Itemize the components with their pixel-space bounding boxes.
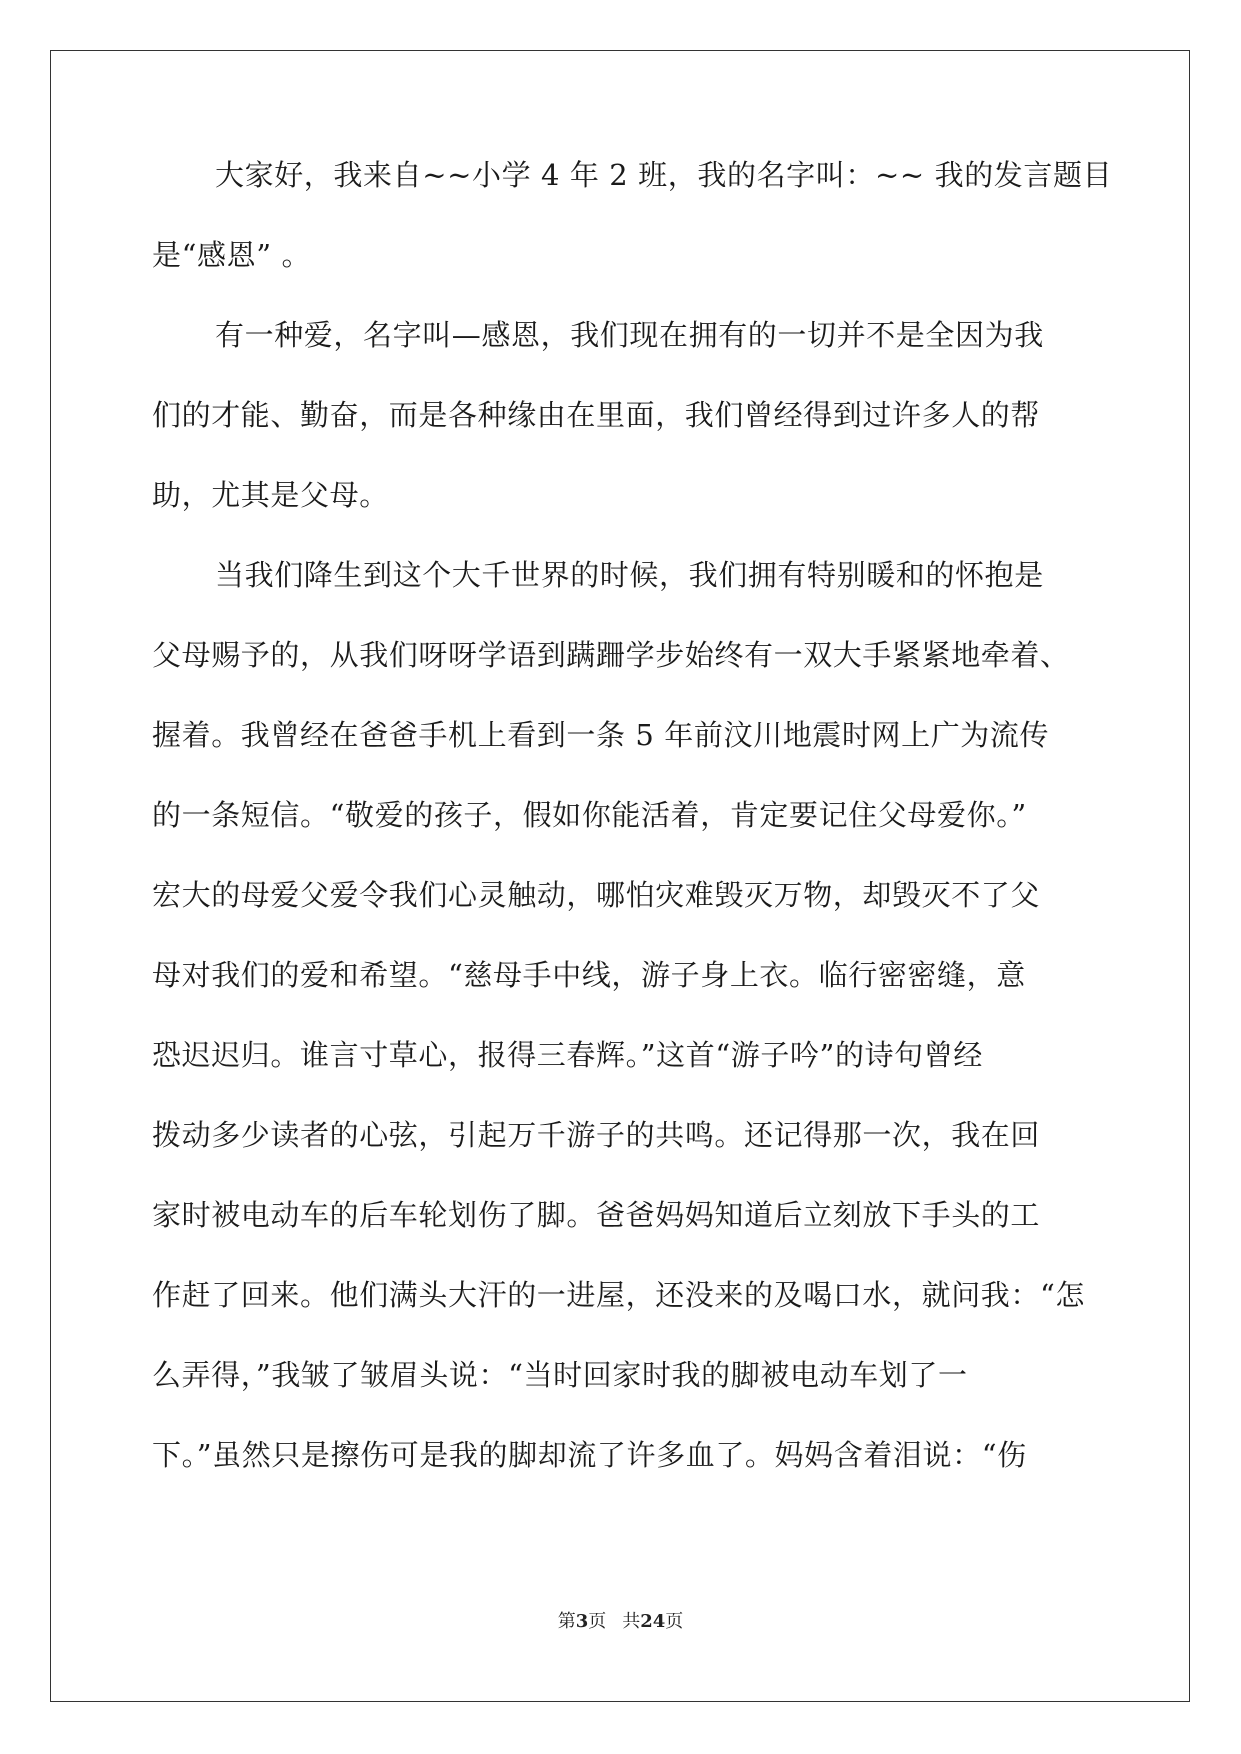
text-line: 有一种爱，名字叫—感恩，我们现在拥有的一切并不是全因为我 [215,318,1044,352]
text-line: 母对我们的爱和希望。“慈母手中线，游子身上衣。临行密密缝，意 [152,958,1026,992]
text-line: 当我们降生到这个大千世界的时候，我们拥有特别暖和的怀抱是 [215,558,1044,592]
text-line: 下。”虽然只是擦伤可是我的脚却流了许多血了。妈妈含着泪说：“伤 [152,1438,1027,1472]
text-line: 拨动多少读者的心弦，引起万千游子的共鸣。还记得那一次，我在回 [152,1118,1041,1152]
text-line: 们的才能、勤奋，而是各种缘由在里面，我们曾经得到过许多人的帮 [152,398,1041,432]
text-line: 宏大的母爱父爱令我们心灵触动，哪怕灾难毁灭万物，却毁灭不了父 [152,878,1041,912]
text-line: 家时被电动车的后车轮划伤了脚。爸爸妈妈知道后立刻放下手头的工 [152,1198,1041,1232]
page-footer [0,1610,1241,1634]
text-line: 父母赐予的，从我们呀呀学语到蹒跚学步始终有一双大手紧紧地牵着、 [152,638,1070,672]
text-line: 大家好，我来自~~小学 4 年 2 班，我的名字叫：~~ 我的发言题目 [215,158,1113,192]
total-prefix: 共 [622,1611,641,1632]
text-line: 么弄得，”我皱了皱眉头说：“当时回家时我的脚被电动车划了一 [152,1358,968,1392]
page-suffix: 页 [588,1611,607,1632]
total-pages: 24 [640,1611,666,1632]
text-line: 恐迟迟归。谁言寸草心，报得三春辉。”这首“游子吟”的诗句曾经 [152,1038,983,1072]
document-body [152,155,1113,1475]
page-prefix: 第 [557,1611,576,1632]
text-line: 握着。我曾经在爸爸手机上看到一条 5 年前汶川地震时网上广为流传 [152,718,1050,752]
text-line: 的一条短信。“敬爱的孩子，假如你能活着，肯定要记住父母爱你。” [152,798,1027,832]
text-line: 作赶了回来。他们满头大汗的一进屋，还没来的及喝口水，就问我：“怎 [152,1278,1086,1312]
text-line: 助，尤其是父母。 [152,478,389,512]
page-number: 3 [575,1611,589,1632]
total-suffix: 页 [665,1611,684,1632]
text-line: 是“感恩” 。 [152,238,312,272]
